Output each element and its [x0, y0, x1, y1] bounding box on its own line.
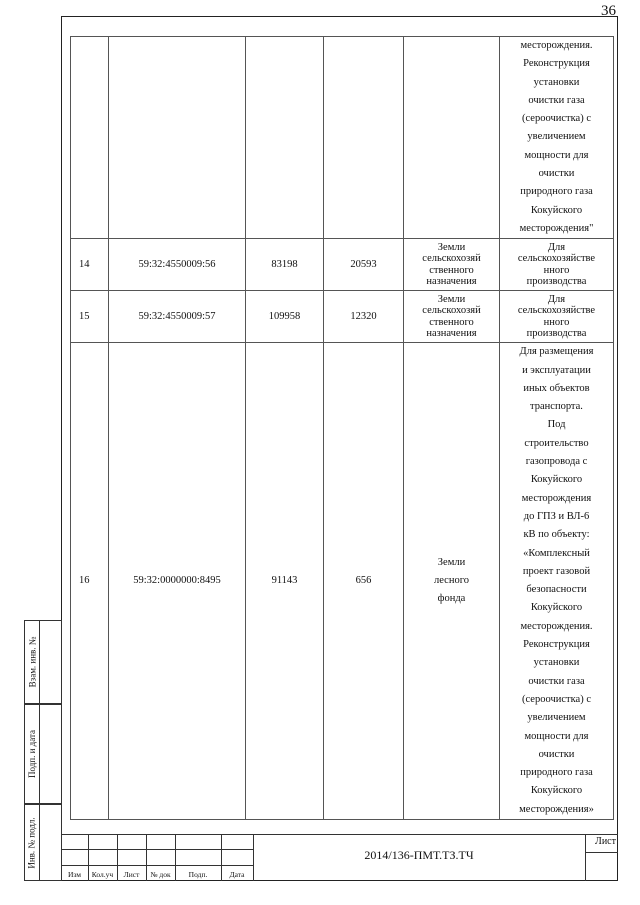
col-izm-label: Изм — [67, 870, 82, 879]
category-cell: Земли сельскохозяй ственного назначения — [404, 291, 500, 343]
table-row — [71, 291, 614, 343]
purpose-cell: Для размещения и эксплуатации иных объектов транспорта. Под строительство газопровода с Кокуйского месторождения до ГПЗ и ВЛ-6 кВ по объекту: «Комплексный проект газовой безопасности Кокуйского месторождения. Реконструкция установки очистки газа (сероочистка) с увеличением мощности для очистки природного газа Кокуйского месторождения» — [500, 343, 614, 820]
cadastral-number: 59:32:4550009:57 — [109, 291, 246, 343]
col-list-label: Лист — [123, 870, 140, 879]
row-number: 14 — [71, 239, 109, 291]
area-cell: 109958 — [246, 291, 324, 343]
stamp-field-inv-podl — [40, 804, 62, 881]
table-row — [71, 37, 614, 239]
cadastral-number: 59:32:0000000:8495 — [109, 343, 246, 820]
sheet-label: Лист — [595, 836, 616, 847]
table-row — [71, 239, 614, 291]
share-cell: 20593 — [324, 239, 404, 291]
table-row — [71, 343, 614, 820]
col-doc-no-label: № док — [150, 870, 171, 879]
stamp-label-podp-data: Подп. и дата — [27, 729, 37, 779]
document-code: 2014/136-ПМТ.ТЗ.ТЧ — [364, 848, 474, 862]
stamp-label-inv-vzam: Взам. инв. № — [27, 636, 37, 688]
title-block — [61, 834, 618, 881]
col-data-label: Дата — [229, 870, 245, 879]
purpose-cell: Для сельскохозяйстве нного производства — [500, 239, 614, 291]
stamp-field-podp-data — [40, 704, 62, 804]
col-kol-uch-label: Кол.уч — [91, 870, 114, 879]
purpose-cell: месторождения. Реконструкция установки очистки газа (сероочистка) с увеличением мощности для очистки природного газа Кокуйского месторождения" — [500, 37, 614, 239]
category-cell: Земли лесного фонда — [404, 343, 500, 820]
land-plots-table — [70, 36, 614, 820]
area-cell: 91143 — [246, 343, 324, 820]
share-cell: 12320 — [324, 291, 404, 343]
cadastral-number: 59:32:4550009:56 — [109, 239, 246, 291]
page-number: 36 — [601, 3, 616, 19]
area-cell: 83198 — [246, 239, 324, 291]
row-number: 15 — [71, 291, 109, 343]
row-number: 16 — [71, 343, 109, 820]
share-cell: 656 — [324, 343, 404, 820]
stamp-label-inv-podl: Инв. № подл. — [27, 816, 37, 869]
purpose-cell: Для сельскохозяйстве нного производства — [500, 291, 614, 343]
stamp-field-inv-vzam — [40, 620, 62, 704]
category-cell: Земли сельскохозяй ственного назначения — [404, 239, 500, 291]
col-podp-label: Подп. — [188, 870, 208, 879]
